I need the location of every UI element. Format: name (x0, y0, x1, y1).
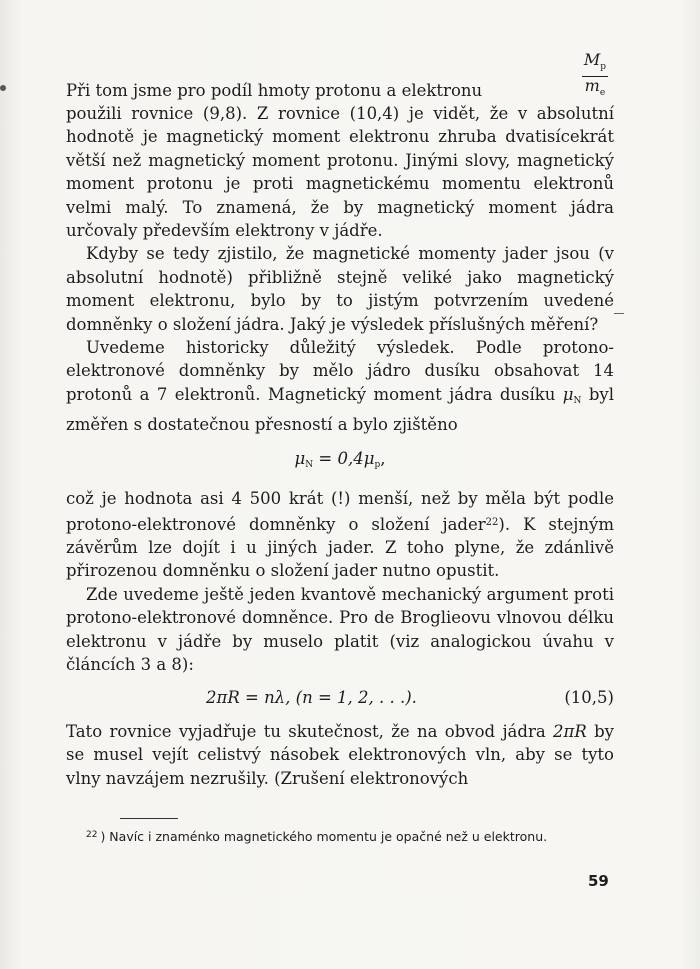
paragraph-1-rest: použili rovnice (9,8). Z rovnice (10,4) je vidět, že v absolutní hodnotě je magnetický moment elektronu zhruba dvatisícekrát větší než magnetický moment protonu. Jinými slovy, magnetický moment protonu je proti magnetickému momentu elektronů velmi malý. To znamená, že by magnetický moment jádra určovaly především elektrony v jádře. (66, 104, 614, 241)
paragraph-3: Uvedeme historicky důležitý výsledek. Podle protono-elektronové domněnky by mělo jádro dusíku obsahovat 14 protonů a 7 elektronů. Magnetický moment jádra dusíku $\mu_N$ byl změřen s dostatečnou přesností a bylo zjištěno (66, 338, 614, 435)
page-number: 59 (588, 872, 609, 890)
footnote-ref: 22 (485, 516, 499, 528)
fraction-numerator: M (583, 49, 601, 69)
margin-dash (614, 313, 624, 314)
equation-10-5 (66, 686, 614, 709)
footnote-divider (120, 818, 178, 819)
body-text (66, 49, 614, 790)
footnote-number: 22 (86, 830, 98, 840)
paragraph-4: což je hodnota asi 4 500 krát (!) menší, než by měla být podle protono-elektronové domněnky o složení jader$^{22}$). K stejným závěrům lze dojít i u jiných jader. Z toho plyne, že zdánlivě přirozenou domněnku o složení jader nutno opustit. (66, 489, 614, 581)
paragraph-6: Tato rovnice vyjadřuje tu skutečnost, že na obvod jádra 2πR by se musel vejít celistvý násobek elektronových vln, aby se tyto vlny navzájem nezrušily. (Zrušení elektronových (66, 721, 614, 788)
scan-edge-mark (0, 85, 6, 91)
mass-ratio-fraction: $\frac{M_p}{m_e}$ (583, 49, 606, 98)
footnote-text: ) Navíc i znaménko magnetického momentu je opačné než u elektronu. (100, 829, 548, 844)
paragraph-1-first-line (66, 49, 614, 102)
equation-mu-n: $\mu_N = 0,4\mu_p$, (294, 448, 386, 470)
paragraph-1-start: Při tom jsme pro podíl hmoty protonu a elektronu (66, 80, 483, 100)
fraction-denominator: m (584, 75, 600, 95)
equation-body: 2πR = nλ, (n = 1, 2, . . .). (206, 688, 417, 708)
paragraph-5: Zde uvedeme ještě jeden kvantově mechanický argument proti protono-elektronové domněnce. Pro de Broglieovu vlnovou délku elektronu v jádře by muselo platit (viz analogickou úvahu v článcích 3 a 8): (66, 584, 614, 674)
mu-n-symbol: $\mu_N$ (562, 384, 582, 406)
equation-number: (10,5) (564, 688, 614, 708)
paragraph-2: Kdyby se tedy zjistilo, že magnetické momenty jader jsou (v absolutní hodnotě) přibližně stejně veliké jako magnetický moment elektronu, bylo by to jistým potvrzením uvedené domněnky o složení jádra. Jaký je výsledek příslušných měření? (66, 244, 614, 334)
footnote (86, 826, 616, 846)
